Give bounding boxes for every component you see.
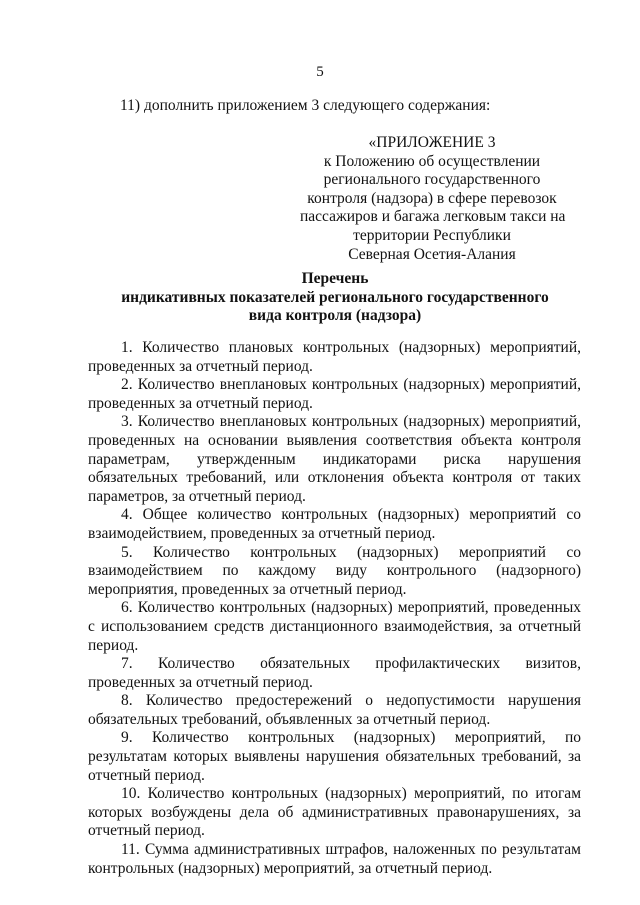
appendix-line: регионального государственного	[323, 171, 541, 189]
heading-line: вида контроля (надзора)	[248, 307, 422, 325]
indicator-item: 8. Количество предостережений о недопустимости нарушения обязательных требований, объявленных за отчетный период.	[88, 692, 581, 728]
appendix-line: Северная Осетия-Алания	[348, 245, 516, 263]
indicator-item: 5. Количество контрольных (надзорных) мероприятий со взаимодействием по каждому виду контрольного (надзорного) мероприятия, проведенных за отчетный период.	[88, 543, 581, 598]
indicator-list	[88, 339, 581, 878]
indicator-item: 10. Количество контрольных (надзорных) мероприятий, по итогам которых возбуждены дела об административных правонарушениях, за отчетный период.	[88, 785, 581, 840]
appendix-line: «ПРИЛОЖЕНИЕ 3	[368, 134, 496, 151]
intro-line: 11) дополнить приложением 3 следующего содержания:	[120, 97, 491, 114]
appendix-line: контроля (надзора) в сфере перевозок	[307, 189, 557, 207]
page-number: 5	[316, 64, 324, 80]
appendix-line: территории Республики	[353, 226, 511, 244]
document-heading	[90, 270, 580, 326]
indicator-item: 4. Общее количество контрольных (надзорных) мероприятий со взаимодействием, проведенных за отчетный период.	[88, 506, 581, 542]
appendix-line: к Положению об осуществлении	[323, 152, 541, 170]
indicator-item: 6. Количество контрольных (надзорных) мероприятий, проведенных с использованием средств дистанционного взаимодействия, за отчетный период.	[88, 599, 581, 654]
indicator-item: 9. Количество контрольных (надзорных) мероприятий, по результатам которых выявлены нарушения обязательных требований, за отчетный период.	[88, 729, 581, 784]
indicator-item: 11. Сумма административных штрафов, наложенных по результатам контрольных (надзорных) мероприятий, за отчетный период.	[88, 841, 581, 877]
appendix-header	[300, 134, 564, 264]
heading-line: индикативных показателей регионального государственного	[121, 288, 549, 306]
indicator-item: 2. Количество внеплановых контрольных (надзорных) мероприятий, проведенных за отчетный период.	[88, 376, 581, 412]
indicator-item: 1. Количество плановых контрольных (надзорных) мероприятий, проведенных за отчетный период.	[88, 339, 581, 375]
appendix-line: пассажиров и багажа легковым такси на	[300, 208, 566, 226]
indicator-item: 3. Количество внеплановых контрольных (надзорных) мероприятий, проведенных на основании выявления соответствия объекта контроля параметрам, утвержденным индикаторами риска нарушения обязательных требований, или отклонения объекта контроля от таких параметров, за отчетный период.	[88, 413, 581, 505]
heading-line: Перечень	[301, 270, 369, 287]
indicator-item: 7. Количество обязательных профилактических визитов, проведенных за отчетный период.	[88, 655, 581, 691]
